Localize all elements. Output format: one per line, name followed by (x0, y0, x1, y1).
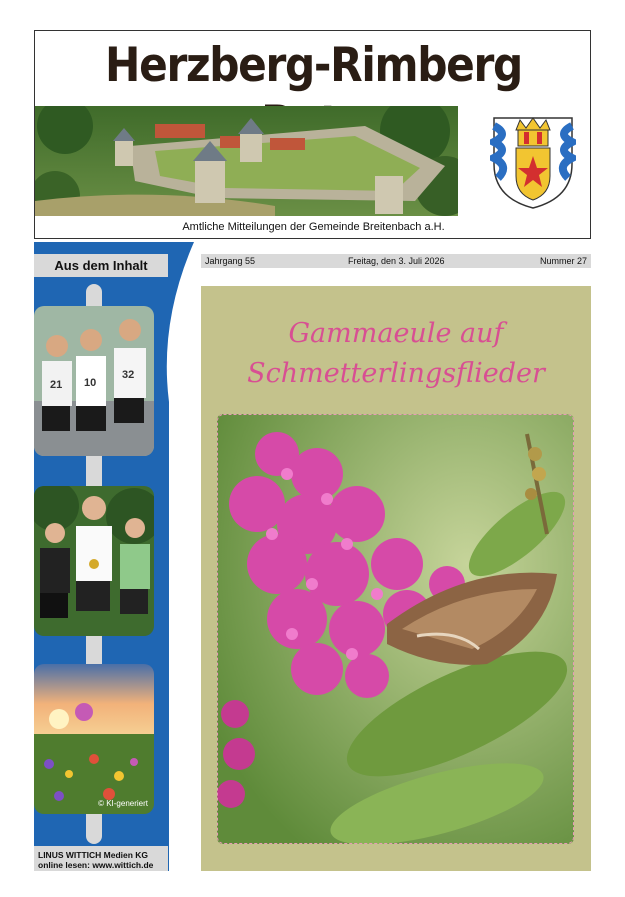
runners-photo[interactable] (34, 306, 154, 456)
moth-on-butterfly-bush-photo[interactable] (217, 414, 574, 844)
masthead (34, 30, 591, 239)
ai-generated-tag: © KI-generiert (98, 799, 148, 808)
issue-info-bar (201, 254, 591, 268)
svg-text:32: 32 (122, 369, 135, 381)
issue-number: Nummer 27 (539, 256, 587, 266)
contents-heading: Aus dem Inhalt (34, 254, 168, 277)
cover-panel (201, 286, 591, 871)
castle-aerial-photo (35, 106, 458, 216)
svg-text:21: 21 (50, 379, 63, 391)
masthead-subtitle: Amtliche Mitteilungen der Gemeinde Breitenbach a.H. (182, 221, 445, 233)
medal-winners-photo[interactable] (34, 486, 154, 636)
issue-date: Freitag, den 3. Juli 2026 (348, 256, 445, 266)
coat-of-arms-icon (490, 106, 576, 210)
contents-sidebar (34, 242, 194, 871)
cover-headline-line2: Schmetterlingsflieder (247, 358, 545, 389)
publisher-box (34, 846, 168, 871)
svg-text:10: 10 (84, 377, 97, 389)
publisher-name: LINUS WITTICH Medien KG (38, 850, 149, 860)
volume-label: Jahrgang 55 (205, 256, 256, 266)
cover-headline (201, 314, 591, 394)
flower-meadow-photo[interactable] (34, 664, 154, 814)
newspaper-title: Herzberg-Rimberg (105, 38, 522, 93)
cover-headline-line1: Gammaeule auf (288, 318, 504, 349)
publisher-website[interactable]: online lesen: www.wittich.de (38, 860, 154, 870)
